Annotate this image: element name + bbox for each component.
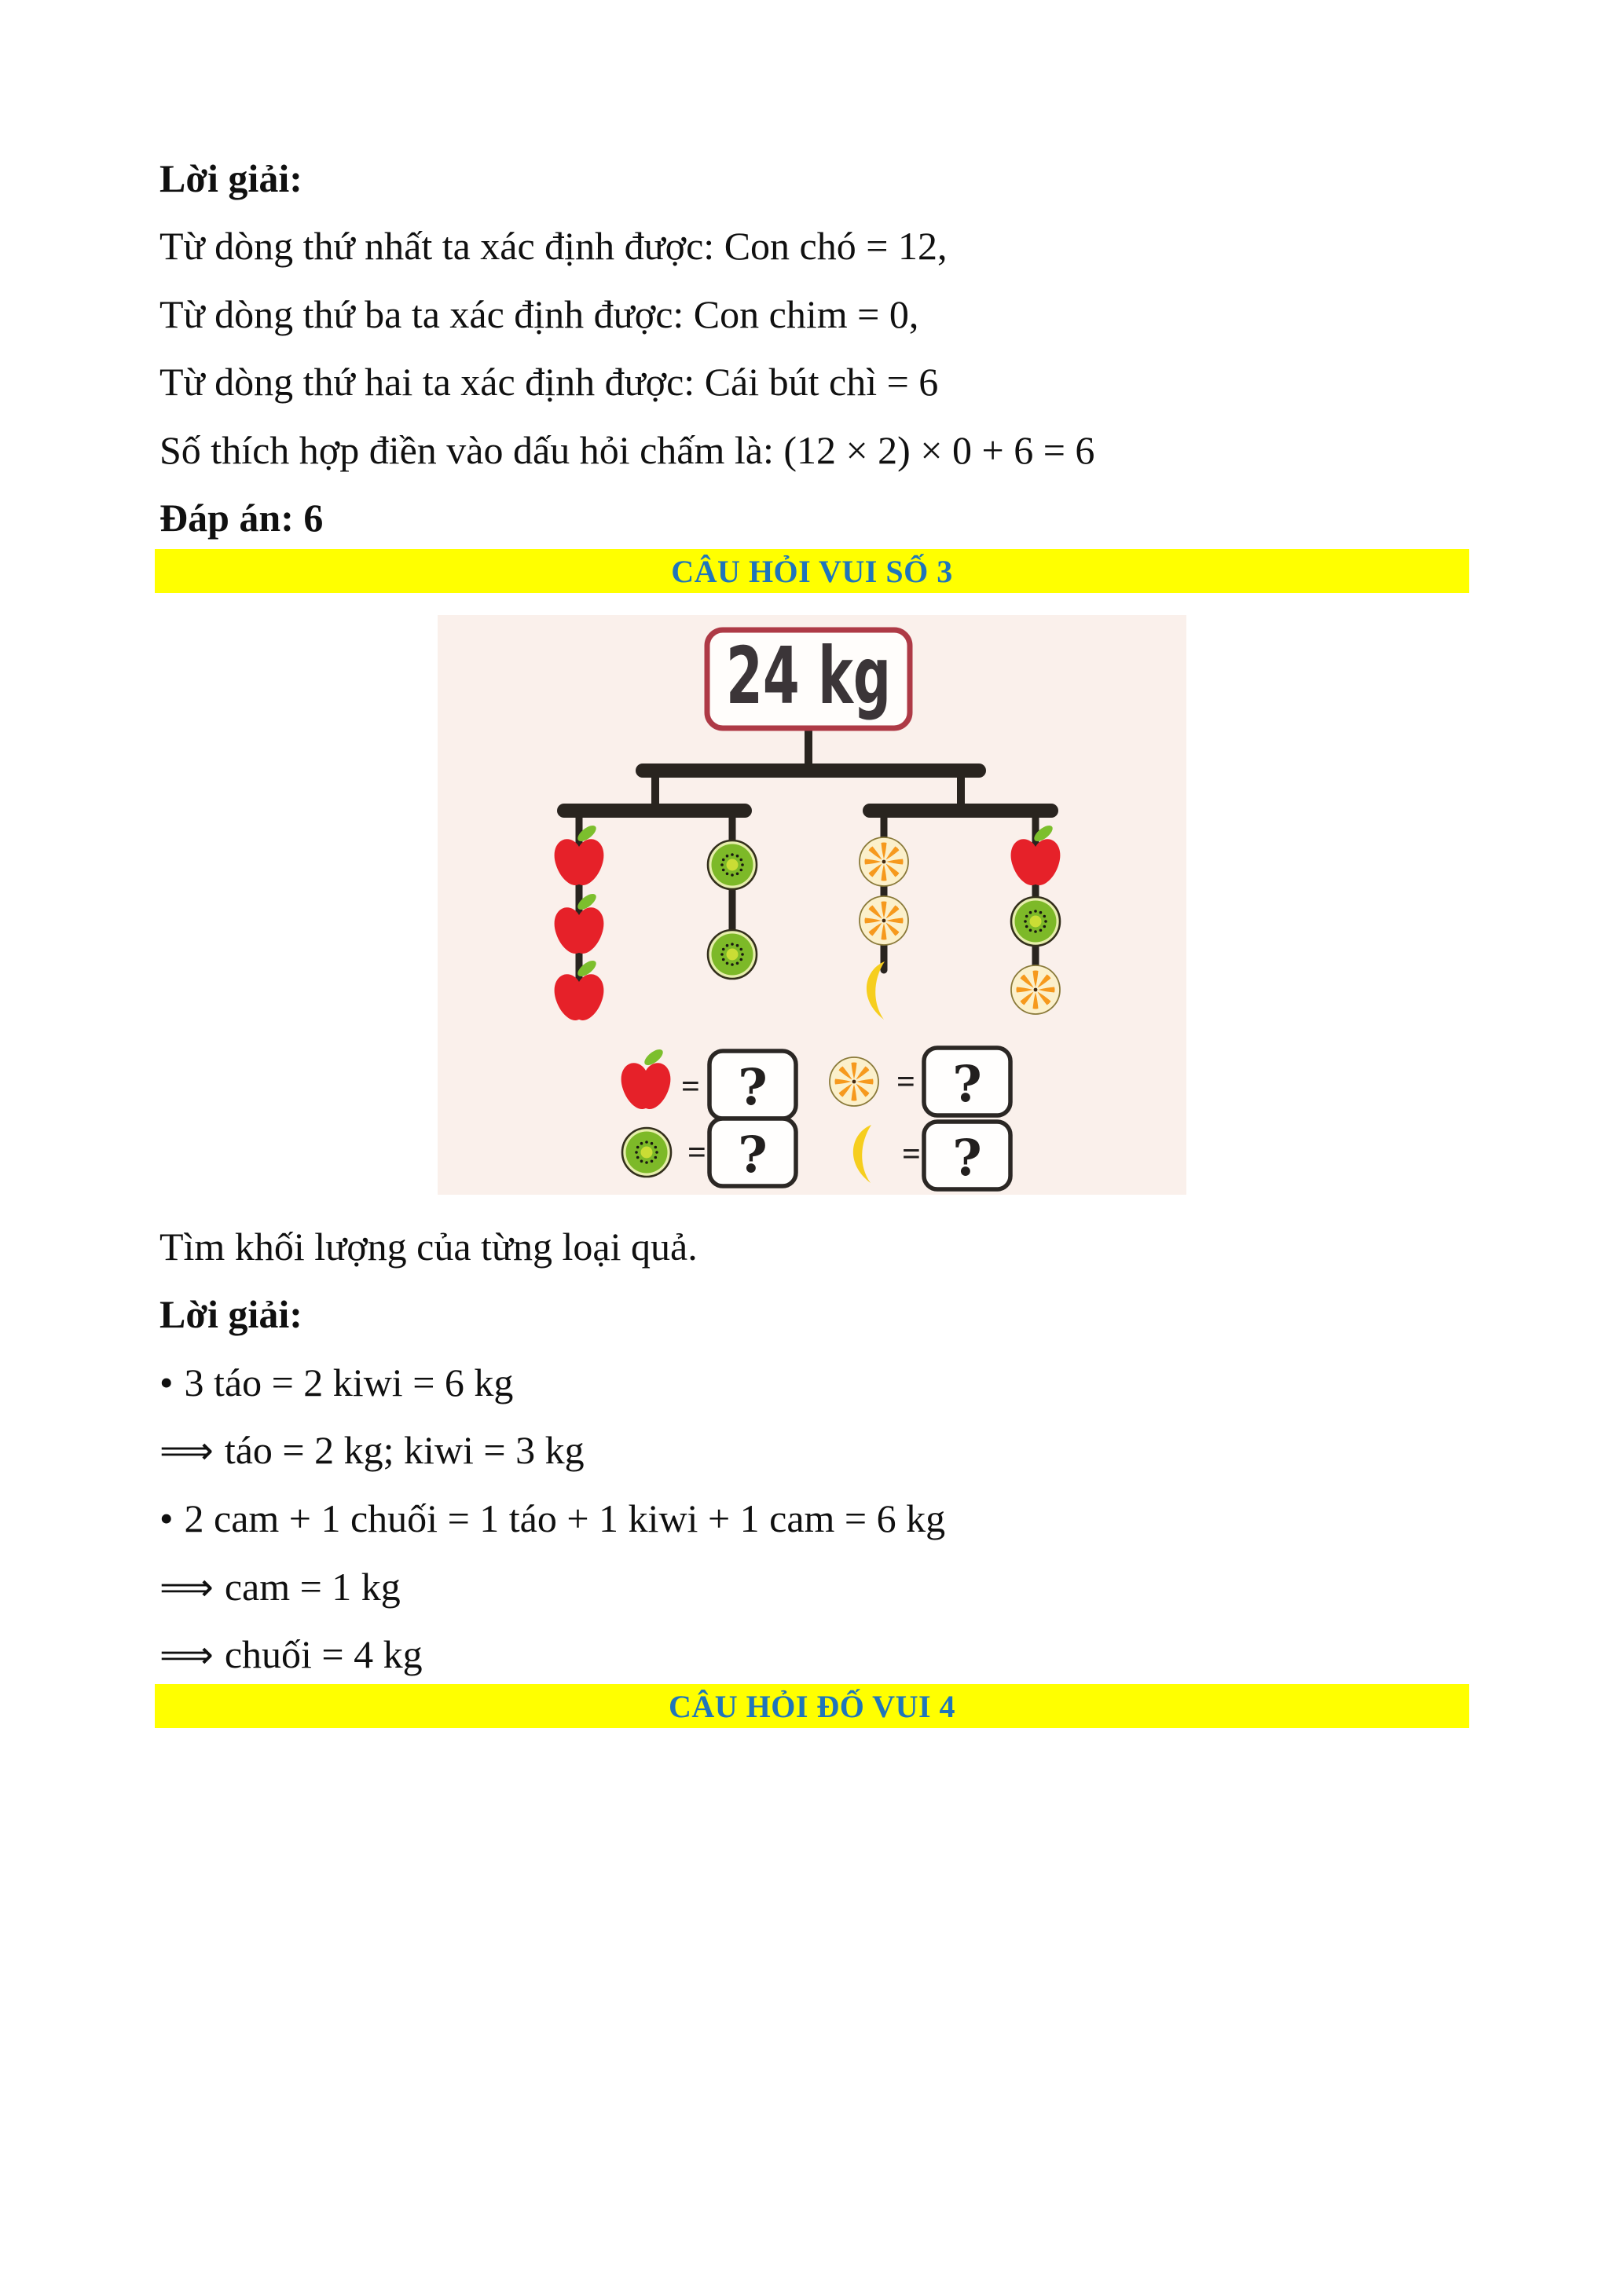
weight-box [707, 630, 910, 728]
orange-icon [860, 837, 908, 886]
equals-sign: = [687, 1135, 706, 1171]
weight-label: 24 kg [726, 630, 891, 722]
solution1-heading: Lời giải: [159, 156, 302, 200]
solution2-heading: Lời giải: [159, 1292, 302, 1336]
solution1-line: Số thích hợp điền vào dấu hỏi chấm là: (12 × 2) × 0 + 6 = 6 [159, 428, 1095, 472]
orange-icon [860, 896, 908, 945]
solution2-text: 3 táo = 2 kiwi = 6 kg [184, 1360, 514, 1404]
question-box [709, 1119, 796, 1186]
solution2-line [159, 1359, 513, 1406]
solution2-line [159, 1563, 401, 1611]
solution2-text: cam = 1 kg [224, 1565, 401, 1609]
bullet-marker: • [159, 1496, 174, 1540]
solution1-answer: Đáp án: 6 [159, 496, 324, 540]
implies-arrow: ⟹ [159, 1633, 214, 1677]
question-mark: ? [738, 1058, 768, 1117]
kiwi-icon [708, 840, 757, 889]
solution2-text: táo = 2 kg; kiwi = 3 kg [224, 1428, 585, 1472]
solution1-line: Từ dòng thứ ba ta xác định được: Con chim = 0, [159, 292, 919, 336]
question-mark: ? [952, 1129, 982, 1188]
orange-icon [1011, 965, 1060, 1014]
fruit-balance-figure [438, 615, 1186, 1195]
solution2-line [159, 1426, 585, 1474]
equals-sign: = [896, 1064, 915, 1100]
kiwi-icon [622, 1128, 671, 1177]
solution2-text: chuối = 4 kg [224, 1632, 423, 1676]
banner-title: CÂU HỎI ĐỐ VUI 4 [668, 1688, 956, 1724]
question-box [709, 1051, 796, 1119]
bullet-marker: • [159, 1360, 174, 1404]
section-banner-cau-hoi-do-vui-4 [155, 1684, 1469, 1728]
kiwi-icon [1011, 897, 1060, 946]
implies-arrow: ⟹ [159, 1429, 214, 1473]
question-box [924, 1122, 1010, 1189]
solution1-line: Từ dòng thứ hai ta xác định được: Cái bút chì = 6 [159, 360, 939, 404]
question-mark: ? [952, 1055, 982, 1114]
orange-icon [830, 1057, 878, 1106]
kiwi-icon [708, 930, 757, 979]
equals-sign: = [902, 1137, 921, 1173]
solution2-line [159, 1631, 423, 1679]
equals-sign: = [681, 1069, 700, 1105]
question-box [924, 1048, 1010, 1115]
solution2-line [159, 1495, 945, 1542]
question-mark: ? [738, 1126, 768, 1185]
solution1-line: Từ dòng thứ nhất ta xác định được: Con chó = 12, [159, 224, 948, 268]
solution2-text: 2 cam + 1 chuối = 1 táo + 1 kiwi + 1 cam = 6 kg [184, 1496, 946, 1540]
section-banner-cau-hoi-vui-so-3 [155, 549, 1469, 593]
figure-question: Tìm khối lượng của từng loại quả. [159, 1225, 698, 1269]
banner-title: CÂU HỎI VUI SỐ 3 [671, 553, 953, 589]
implies-arrow: ⟹ [159, 1565, 214, 1609]
